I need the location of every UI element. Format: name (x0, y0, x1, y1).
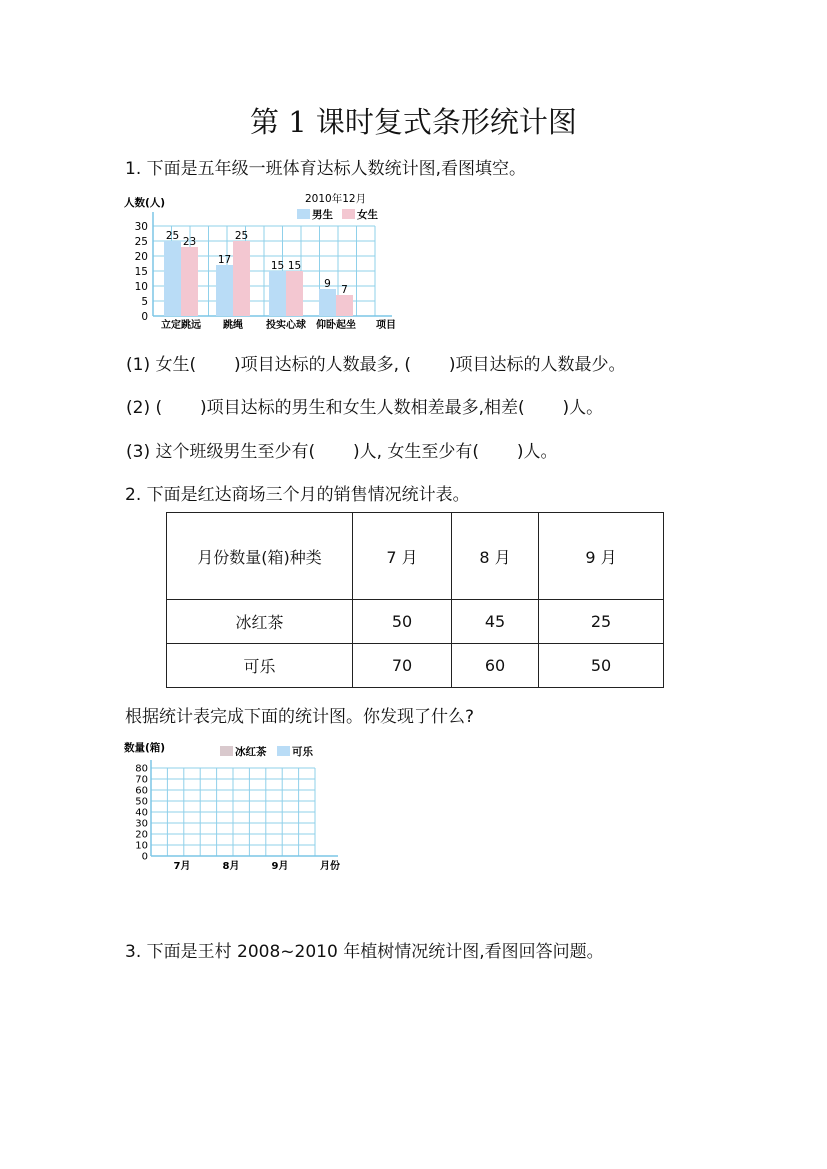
sports-chart (120, 190, 410, 335)
bar-boys (164, 241, 181, 316)
x-category-label: 立定跳远 (161, 320, 201, 331)
bar-girls (286, 271, 303, 316)
y-tick-label: 30 (134, 221, 148, 233)
y-tick-label: 20 (135, 829, 148, 841)
y-tick-label: 0 (141, 851, 148, 863)
legend-swatch-cola (277, 746, 290, 756)
question-1: 1. 下面是五年级一班体育达标人数统计图,看图填空。 (125, 159, 527, 179)
chart2-grid (151, 760, 338, 856)
y-tick-label: 15 (134, 266, 148, 278)
legend-swatch-girls (342, 209, 355, 219)
legend-label-girls: 女生 (357, 209, 378, 221)
table-cell: 50 (353, 600, 452, 644)
bar-value-label: 17 (217, 254, 232, 266)
y-tick-label: 5 (141, 296, 148, 308)
page-title: 第 1 课时复式条形统计图 (250, 105, 577, 139)
table-cell: 60 (452, 644, 539, 688)
y-tick-label: 40 (135, 807, 148, 819)
y-tick-label: 80 (135, 763, 148, 775)
sales-table (166, 512, 664, 688)
y-tick-label: 50 (135, 796, 148, 808)
x-category-label: 8月 (222, 861, 240, 872)
table-cell: 50 (539, 644, 664, 688)
legend-label-cola: 可乐 (292, 746, 313, 758)
x-category-label: 仰卧起坐 (316, 320, 356, 331)
question-2-task: 根据统计表完成下面的统计图。你发现了什么? (125, 707, 475, 727)
chart1-title: 2010年12月 (305, 193, 367, 205)
bar-girls (181, 247, 198, 316)
question-3: 3. 下面是王村 2008~2010 年植树情况统计图,看图回答问题。 (125, 942, 604, 962)
bar-value-label: 15 (287, 260, 302, 272)
legend-swatch-tea (220, 746, 233, 756)
bar-girls (233, 241, 250, 316)
bar-value-label: 9 (324, 278, 331, 290)
question-1-part-3: (3) 这个班级男生至少有( )人, 女生至少有( )人。 (126, 442, 558, 462)
table-cell: 70 (353, 644, 452, 688)
question-2: 2. 下面是红达商场三个月的销售情况统计表。 (125, 485, 470, 505)
x-category-label: 7月 (173, 861, 191, 872)
bar-value-label: 25 (165, 230, 180, 242)
bar-girls (336, 295, 353, 316)
y-tick-label: 25 (134, 236, 148, 248)
bar-boys (269, 271, 286, 316)
bar-value-label: 25 (234, 230, 249, 242)
y-tick-label: 10 (135, 840, 148, 852)
question-1-part-1: (1) 女生( )项目达标的人数最多, ( )项目达标的人数最少。 (126, 355, 626, 375)
table-cell: 45 (452, 600, 539, 644)
legend-label-tea: 冰红茶 (235, 746, 267, 758)
table-header-cell: 8 月 (452, 513, 539, 600)
question-1-part-2: (2) ( )项目达标的男生和女生人数相差最多,相差( )人。 (126, 398, 604, 418)
table-cell: 25 (539, 600, 664, 644)
bar-value-label: 7 (341, 284, 348, 296)
chart2-y-label: 数量(箱) (124, 742, 166, 754)
y-tick-label: 30 (135, 818, 148, 830)
table-row (167, 644, 664, 688)
table-header-row (167, 513, 664, 600)
sales-chart (120, 735, 360, 875)
x-axis-label: 项目 (376, 320, 396, 331)
bar-boys (319, 289, 336, 316)
table-header-cell: 月份数量(箱)种类 (167, 513, 353, 600)
legend-label-boys: 男生 (312, 209, 333, 221)
table-cell: 可乐 (167, 644, 353, 688)
bar-value-label: 15 (270, 260, 285, 272)
y-tick-label: 0 (141, 311, 148, 323)
y-tick-label: 60 (135, 785, 148, 797)
table-header-cell: 9 月 (539, 513, 664, 600)
x-category-label: 跳绳 (223, 320, 243, 331)
y-tick-label: 70 (135, 774, 148, 786)
table-cell: 冰红茶 (167, 600, 353, 644)
y-tick-label: 20 (134, 251, 148, 263)
bar-boys (216, 265, 233, 316)
bar-value-label: 23 (182, 236, 197, 248)
table-row (167, 600, 664, 644)
x-category-label: 投实心球 (266, 320, 306, 331)
x-category-label: 9月 (271, 861, 289, 872)
table-header-cell: 7 月 (353, 513, 452, 600)
chart1-y-label: 人数(人) (124, 197, 166, 209)
legend-swatch-boys (297, 209, 310, 219)
x-axis-label: 月份 (320, 861, 340, 872)
y-tick-label: 10 (134, 281, 148, 293)
